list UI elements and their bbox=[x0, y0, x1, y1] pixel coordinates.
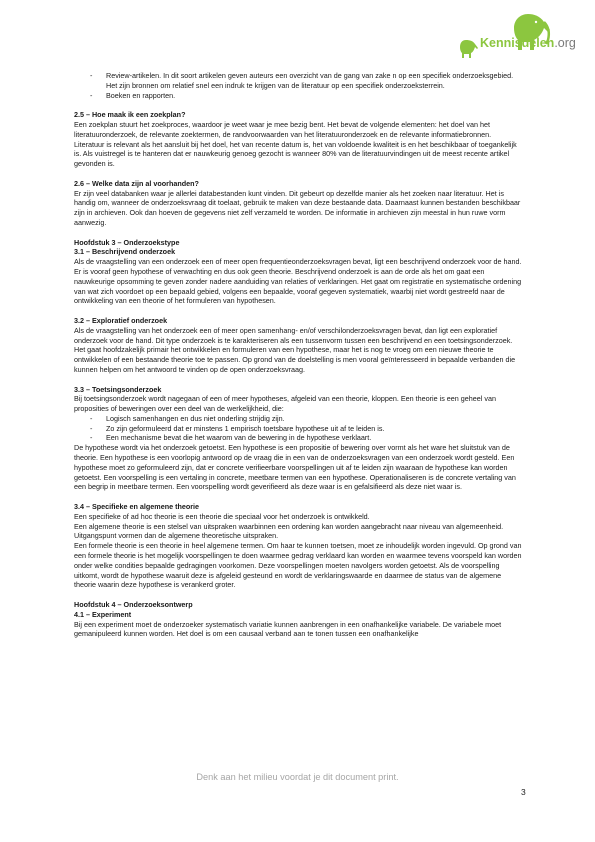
section-heading: 3.4 – Specifieke en algemene theorie bbox=[74, 502, 200, 512]
section-heading: 2.5 – Hoe maak ik een zoekplan? bbox=[74, 110, 186, 120]
paragraph: De hypothese wordt via het onderzoek getoetst. Een hypothese is een propositie of bewering over vormt als het ware het sluitstuk van de theorie. Een hypothese is een voorlopig antwoord op de vraag die in een van de onderzoeksvragen van een onderzoek wordt gesteld. Een hypothese moet zo geformuleerd zijn, dat er concrete verifieerbare voorspellingen uit af te leiden zijn waaraan de hypothese kan worden getoetst. Een voorspelling is een vertaling in concrete, meetbare termen van een hypothese. Operationaliseren is de concrete vertaling van een begrip in meetbare termen. Een voorspelling wordt geverifieerd als deze waar is en gefalsifieerd als deze niet waar is. bbox=[74, 443, 516, 492]
list-item: - Boeken en rapporten. bbox=[90, 90, 176, 100]
footer-slogan: Denk aan het milieu voordat je dit document print. bbox=[196, 772, 399, 782]
paragraph: Een specifieke of ad hoc theorie is een theorie die speciaal voor het onderzoek is ontwikkeld. bbox=[74, 511, 370, 521]
paragraph: Een algemene theorie is een stelsel van uitspraken waarbinnen een ordening kan worden aangebracht naar niveau van algemeenheid. Uitgangspunt vormen dan de algemene theoretische uitspraken. bbox=[74, 521, 504, 541]
page-number: 3 bbox=[521, 787, 526, 797]
list-item: - Een mechanisme bevat die het waarom van de bewering in de hypothese verklaart. bbox=[90, 433, 372, 443]
list-item: - Logisch samenhangen en dus niet onderling strijdig zijn. bbox=[90, 413, 285, 423]
paragraph: Er zijn veel databanken waar je allerlei databestanden kunt vinden. Dit gebeurt op dezelfde manier als het zoeken naar literatuur. Het is handig om, wanneer de onderzoeksvraag dit toelaat, gebruik te maken van deze bestaande data. Daarnaast kunnen bestanden beschikbaar zijn in archieven. Ook dan hoeven de gegevens niet zelf verzameld te worden. De informatie in archieven zijn meestal in hun ruwe vorm aanwezig. bbox=[74, 188, 521, 227]
paragraph: Bij een experiment moet de onderzoeker systematisch variatie kunnen aanbrengen in een onafhankelijke variabele. De variabele moet gemanipuleerd kunnen worden. Het doel is om een causaal verband aan te tonen tussen een onafhankelijke bbox=[74, 619, 502, 639]
section-heading: 3.2 – Exploratief onderzoek bbox=[74, 315, 168, 325]
paragraph: Bij toetsingsonderzoek wordt nagegaan of een of meer hypotheses, afgeleid van een theorie, kloppen. Een theorie is een geheel van proposities of beweringen over een deel van de werkelijkheid, die: bbox=[74, 394, 496, 414]
paragraph: Een zoekplan stuurt het zoekproces, waardoor je weet waar je mee bezig bent. Het bevat de volgende elementen: het doel van het literatuuronderzoek, de relevante zoektermen, de randvoorwaarden van het literatuuronderzoek en de relevante informatiebronnen. bbox=[74, 119, 492, 139]
list-item: - Zo zijn geformuleerd dat er minstens 1 empirisch toetsbare hypothese uit af te leiden is. bbox=[90, 423, 385, 433]
kennisdelen-logo[interactable] bbox=[458, 10, 576, 62]
paragraph: Literatuur is relevant als het aansluit bij het doel, het van recente datum is, het van voldoende kwaliteit is en het beschikbaar of toegankelijk is. Als vuistregel is te hanteren dat er nauwkeurig genoeg gezocht is wanneer 80% van de literatuurvindingen uit de meest recente artikel gevonden is. bbox=[74, 139, 517, 169]
section-heading: 3.3 – Toetsingsonderzoek bbox=[74, 384, 162, 394]
section-heading: 2.6 – Welke data zijn al voorhanden? bbox=[74, 178, 199, 188]
list-item: - Review-artikelen. In dit soort artikelen geven auteurs een overzicht van de gang van zake n op een specifiek onderzoeksgebied. Het zijn bronnen om relatief snel een indruk te krijgen van de literatuur op een specifiek onderzoeksterrein. bbox=[90, 71, 514, 90]
paragraph: Als de vraagstelling van een onderzoek een of meer open frequentieonderzoeksvragen bevat, ligt een beschrijvend onderzoek voor de hand. Er is vooraf geen hypothese of verwachting en dus ook geen theorie. Beschrijvend onderzoek is aan de orde als het om gaat een nauwkeurige opsomming te geven zonder nadere aanduiding van relaties of verklaringen. Het gaat om registratie en systematische ordening van wat zich voordoet op een bepaald gebied, volgens een bepaalde, vooraf gegeven systematiek, waarbij niet wordt gestreefd naar de ontwikkeling van een theorie of het formuleren van hypothesen. bbox=[74, 257, 522, 306]
section-heading: 4.1 – Experiment bbox=[74, 609, 132, 619]
document-body bbox=[74, 71, 524, 639]
logo-text: Kennisdelen.org bbox=[480, 36, 576, 50]
chapter-heading: Hoofdstuk 4 – Onderzoeksontwerp bbox=[74, 600, 193, 610]
chapter-heading: Hoofdstuk 3 – Onderzoekstype bbox=[74, 237, 180, 247]
paragraph: Een formele theorie is een theorie in heel algemene termen. Om haar te kunnen toetsen, moet ze inhoudelijk worden ingevuld. Op grond van een formele theorie is het mogelijk voorspellingen te doen waarmee gedrag verklaard kan worden en waarmee tevens voorspeld kan worden onder welke condities bepaalde gedragingen voorkomen. Deze voorspellingen moeten navolgers worden getoetst. Als de voorspelling uitkomt, wordt de hypothese waaruit deze is afgeleid gesteund en wordt de verklaringswaarde en daarmee de status van de algemene theorie waarin deze hypothese is verankerd groter. bbox=[74, 541, 522, 590]
section-heading: 3.1 – Beschrijvend onderzoek bbox=[74, 247, 176, 257]
paragraph: Als de vraagstelling van het onderzoek een of meer open samenhang- en/of verschilonderzoeksvragen bevat, dan ligt een exploratief onderzoek voor de hand. Dit type onderzoek is te karakteriseren als een tussenvorm tussen een beschrijvend en een toetsingsonderzoek. Het gaat hoofdzakelijk primair het ontwikkelen en formuleren van een hypothese, maar het is nog te vroeg om een nieuwe theorie te ontwikkelen of een bestaande theorie toe te passen. Op grond van de doelstelling is men vooral geïnteresseerd in bepaalde verbanden die kunnen helpen om het antwoord te vinden op de open onderzoeksvraag. bbox=[74, 325, 516, 374]
